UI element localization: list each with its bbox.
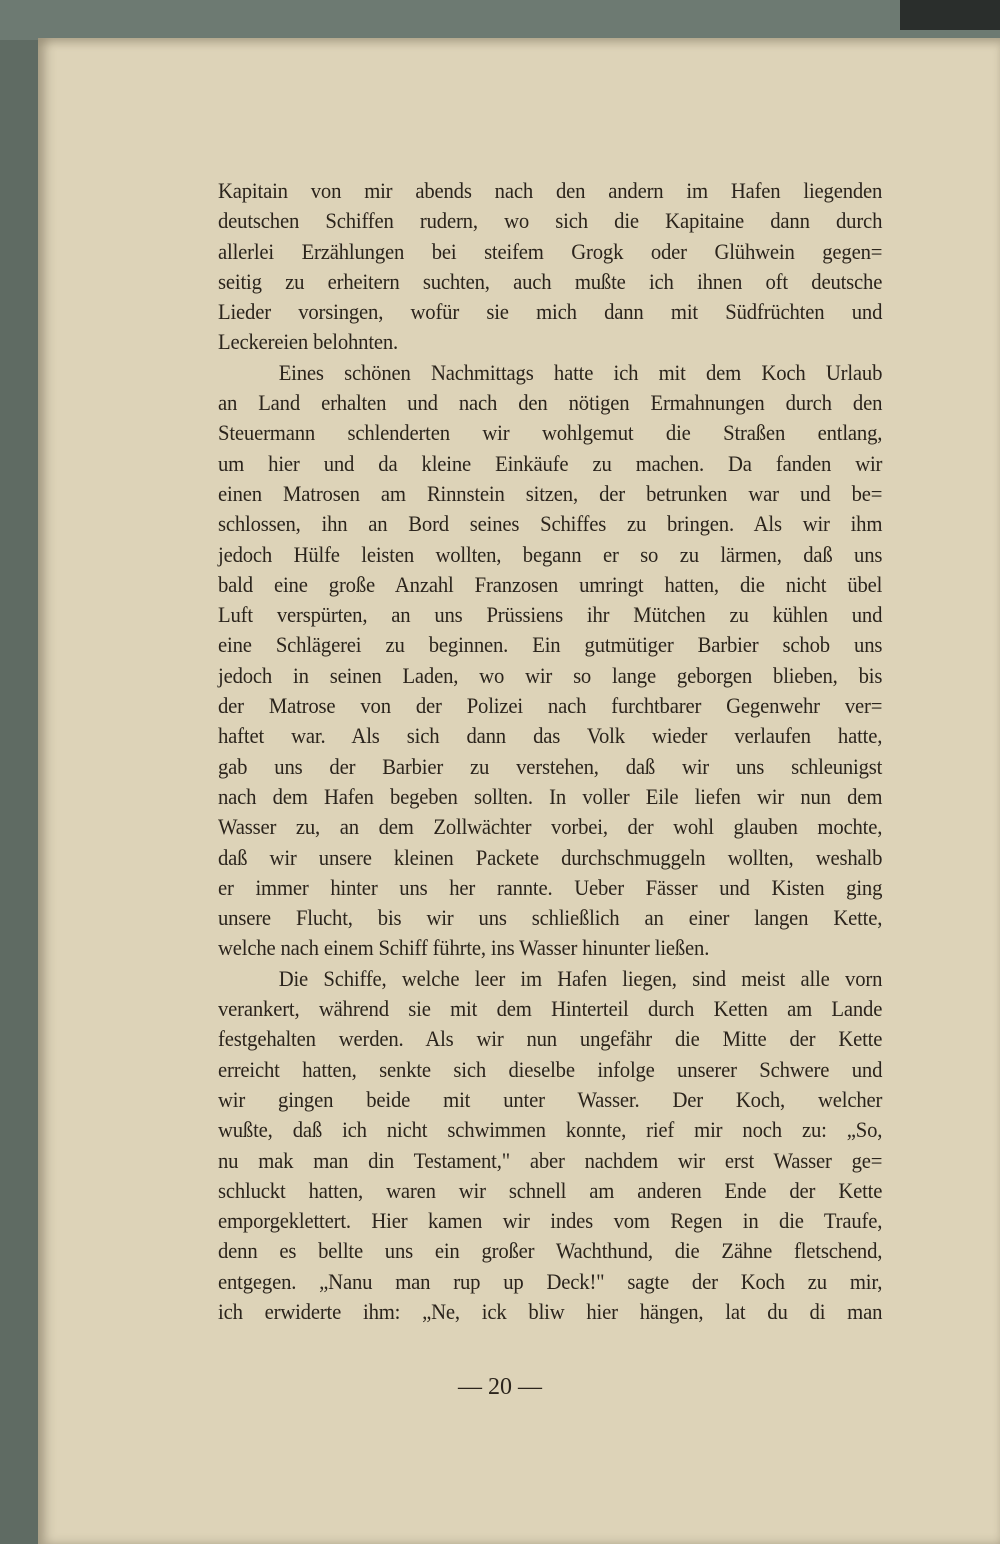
text-line: festgehalten werden. Als wir nun ungefähr die Mitte der Kette <box>218 1026 883 1052</box>
text-line: wir gingen beide mit unter Wasser. Der Koch, welcher <box>218 1086 883 1112</box>
text-line: gab uns der Barbier zu verstehen, daß wir uns schleunigst <box>218 753 883 779</box>
text-line: entgegen. „Nanu man rup up Deck!" sagte der Koch zu mir, <box>218 1268 883 1294</box>
text-line: welche nach einem Schiff führte, ins Wasser hinunter ließen. <box>218 935 710 961</box>
paragraph <box>218 176 882 358</box>
text-line: seitig zu erheitern suchten, auch mußte ich ihnen oft deutsche <box>218 268 883 294</box>
text-line: Die Schiffe, welche leer im Hafen liegen, sind meist alle vorn <box>278 965 883 991</box>
text-line: daß wir unsere kleinen Packete durchschmuggeln wollten, weshalb <box>218 844 883 870</box>
text-line: einen Matrosen am Rinnstein sitzen, der betrunken war und be= <box>218 480 883 506</box>
book-cover-edge <box>0 0 1000 40</box>
text-line: wußte, daß ich nicht schwimmen konnte, rief mir noch zu: „So, <box>218 1117 883 1143</box>
text-line: nach dem Hafen begeben sollten. In voller Eile liefen wir nun dem <box>218 783 883 809</box>
text-line: allerlei Erzählungen bei steifem Grogk oder Glühwein gegen= <box>218 238 883 264</box>
text-line: Kapitain von mir abends nach den andern im Hafen liegenden <box>218 178 883 203</box>
text-line: Luft verspürten, an uns Prüssiens ihr Mütchen zu kühlen und <box>218 602 883 628</box>
text-line: haftet war. Als sich dann das Volk wieder verlaufen hatte, <box>218 723 883 749</box>
text-line: Lieder vorsingen, wofür sie mich dann mit Südfrüchten und <box>218 299 883 325</box>
text-line: bald eine große Anzahl Franzosen umringt hatten, die nicht übel <box>218 571 883 597</box>
book-cover-corner <box>900 0 1000 30</box>
text-line: er immer hinter uns her rannte. Ueber Fässer und Kisten ging <box>218 874 883 900</box>
paragraph <box>218 358 882 964</box>
text-line: Leckereien belohnten. <box>218 329 399 355</box>
text-line: deutschen Schiffen rudern, wo sich die Kapitaine dann durch <box>218 208 883 234</box>
text-line: unsere Flucht, bis wir uns schließlich an einer langen Kette, <box>218 905 883 931</box>
text-line: erreicht hatten, senkte sich dieselbe infolge unserer Schwere und <box>218 1056 883 1082</box>
text-line: nu mak man din Testament," aber nachdem wir erst Wasser ge= <box>218 1147 883 1173</box>
text-line: schluckt hatten, waren wir schnell am anderen Ende der Kette <box>218 1177 883 1203</box>
text-line: verankert, während sie mit dem Hinterteil durch Ketten am Lande <box>218 996 883 1022</box>
text-line: Wasser zu, an dem Zollwächter vorbei, der wohl glauben mochte, <box>218 814 883 840</box>
text-line: Steuermann schlenderten wir wohlgemut die Straßen entlang, <box>218 420 883 446</box>
text-line: emporgeklettert. Hier kamen wir indes vom Regen in die Traufe, <box>218 1208 883 1234</box>
text-line: der Matrose von der Polizei nach furchtbarer Gegenwehr ver= <box>218 693 883 719</box>
text-line: um hier und da kleine Einkäufe zu machen. Da fanden wir <box>218 450 883 476</box>
text-line: denn es bellte uns ein großer Wachthund, die Zähne fletschend, <box>218 1238 883 1264</box>
text-line: ich erwiderte ihm: „Ne, ick bliw hier hängen, lat du di man <box>218 1298 883 1324</box>
page-number: — 20 — <box>458 1374 542 1400</box>
text-line: schlossen, ihn an Bord seines Schiffes zu bringen. Als wir ihm <box>218 511 883 537</box>
text-line: eine Schlägerei zu beginnen. Ein gutmütiger Barbier schob uns <box>218 632 883 658</box>
page-body-text <box>218 176 882 1327</box>
text-line: Eines schönen Nachmittags hatte ich mit dem Koch Urlaub <box>278 359 883 385</box>
text-line: jedoch Hülfe leisten wollten, begann er so zu lärmen, daß uns <box>218 541 883 567</box>
text-line: jedoch in seinen Laden, wo wir so lange geborgen blieben, bis <box>218 662 883 688</box>
text-line: an Land erhalten und nach den nötigen Ermahnungen durch den <box>218 390 883 416</box>
paragraph <box>218 964 882 1328</box>
